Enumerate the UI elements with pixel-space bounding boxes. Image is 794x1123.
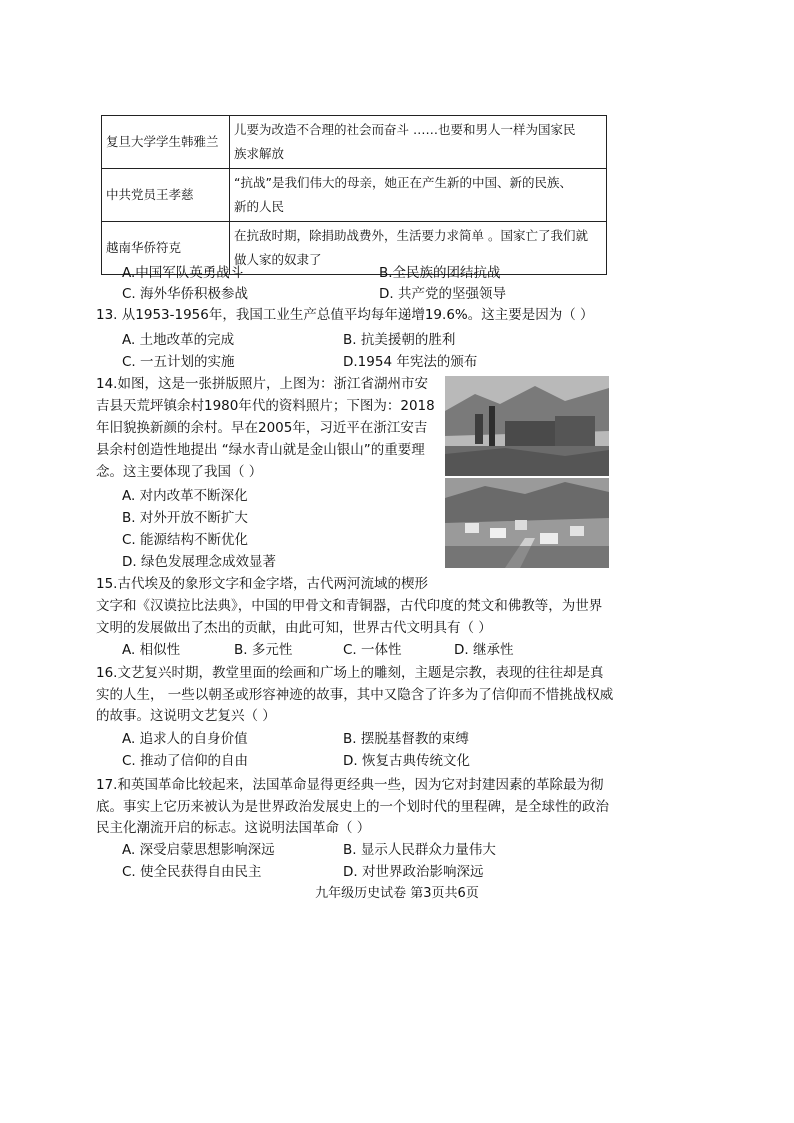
q13-option-b: B. 抗美援朝的胜利 bbox=[343, 332, 456, 348]
q14-option-b: B. 对外开放不断扩大 bbox=[122, 510, 248, 526]
q16-option-c: C. 推动了信仰的自由 bbox=[122, 753, 249, 769]
q13-stem: 13. 从1953-1956年，我国工业生产总值平均每年递增19.6%。这主要是因为（ ） bbox=[96, 307, 594, 323]
q15-option-b: B. 多元性 bbox=[234, 642, 293, 658]
q16-option-a: A. 追求人的自身价值 bbox=[122, 731, 248, 747]
quote-table bbox=[101, 115, 607, 275]
quote-line: 做人家的奴隶了 bbox=[234, 252, 322, 267]
table-cell-person: 中共党员王孝慈 bbox=[102, 169, 230, 222]
q16-line: 实的人生， 一些以朝圣或形容神迹的故事，其中又隐含了许多为了信仰而不惜挑战权威 bbox=[96, 687, 614, 703]
q14-option-a: A. 对内改革不断深化 bbox=[122, 488, 248, 504]
q17-option-a: A. 深受启蒙思想影响深远 bbox=[122, 842, 275, 858]
q16-line: 的故事。这说明文艺复兴（ ） bbox=[96, 708, 276, 724]
q15-option-a: A. 相似性 bbox=[122, 642, 181, 658]
table-cell-person: 越南华侨符克 bbox=[102, 222, 230, 275]
quote-line: 新的人民 bbox=[234, 199, 285, 214]
q17-option-b: B. 显示人民群众力量伟大 bbox=[343, 842, 496, 858]
q16-line: 16.文艺复兴时期，教堂里面的绘画和广场上的雕刻，主题是宗教，表现的往往却是真 bbox=[96, 665, 604, 681]
q13-option-a: A. 土地改革的完成 bbox=[122, 332, 235, 348]
q17-option-c: C. 使全民获得自由民主 bbox=[122, 864, 262, 880]
quote-line: 在抗敌时期，除捐助战费外，生活要力求简单 。国家亡了我们就 bbox=[234, 228, 588, 243]
q13-option-d: D.1954 年宪法的颁布 bbox=[343, 354, 478, 370]
table-cell-person: 复旦大学学生韩雅兰 bbox=[102, 116, 230, 169]
q12-option-b: B.全民族的团结抗战 bbox=[379, 265, 501, 281]
q17-line: 底。事实上它历来被认为是世界政治发展史上的一个划时代的里程碑，是全球性的政治 bbox=[96, 799, 609, 815]
q13-option-c: C. 一五计划的实施 bbox=[122, 354, 235, 370]
page-footer: 九年级历史试卷 第3页共6页 bbox=[315, 886, 479, 901]
q15-option-d: D. 继承性 bbox=[454, 642, 514, 658]
q14-option-c: C. 能源结构不断优化 bbox=[122, 532, 249, 548]
q14-option-d: D. 绿色发展理念成效显著 bbox=[122, 554, 276, 570]
village-1980s-photo bbox=[445, 376, 609, 476]
quote-line: 族求解放 bbox=[234, 146, 285, 161]
q17-option-d: D. 对世界政治影响深远 bbox=[343, 864, 484, 880]
q15-line: 文明的发展做出了杰出的贡献，由此可知，世界古代文明具有（ ） bbox=[96, 620, 492, 636]
q15-option-c: C. 一体性 bbox=[343, 642, 402, 658]
q15-line: 文字和《汉谟拉比法典》，中国的甲骨文和青铜器，古代印度的梵文和佛教等，为世界 bbox=[96, 598, 603, 614]
table-row bbox=[102, 116, 607, 169]
q12-option-c: C. 海外华侨积极参战 bbox=[122, 286, 249, 302]
q12-option-d: D. 共产党的坚强领导 bbox=[379, 286, 506, 302]
q16-option-b: B. 摆脱基督教的束缚 bbox=[343, 731, 469, 747]
table-cell-quote bbox=[230, 116, 607, 169]
q14-line: 吉县天荒坪镇余村1980年代的资料照片；下图为：2018 bbox=[96, 398, 435, 414]
q17-line: 17.和英国革命比较起来，法国革命显得更经典一些，因为它对封建因素的革除最为彻 bbox=[96, 777, 604, 793]
q16-option-d: D. 恢复古典传统文化 bbox=[343, 753, 470, 769]
q14-line: 念。这主要体现了我国（ ） bbox=[96, 464, 263, 480]
q15-line: 15.古代埃及的象形文字和金字塔，古代两河流域的楔形 bbox=[96, 576, 428, 592]
q14-line: 年旧貌换新颜的余村。早在2005年，习近平在浙江安吉 bbox=[96, 420, 428, 436]
table-cell-quote bbox=[230, 169, 607, 222]
village-2018-photo bbox=[445, 478, 609, 568]
table-row bbox=[102, 169, 607, 222]
q14-line: 14.如图，这是一张拼版照片，上图为：浙江省湖州市安 bbox=[96, 376, 428, 392]
quote-line: “抗战”是我们伟大的母亲，她正在产生新的中国、新的民族、 bbox=[234, 175, 572, 190]
quote-line: 儿要为改造不合理的社会而奋斗 ……也要和男人一样为国家民 bbox=[234, 122, 576, 137]
q12-option-a: A.中国军队英勇战斗 bbox=[122, 265, 244, 281]
q17-line: 民主化潮流开启的标志。这说明法国革命（ ） bbox=[96, 820, 371, 836]
q14-line: 县余村创造性地提出 “绿水青山就是金山银山”的重要理 bbox=[96, 442, 425, 458]
